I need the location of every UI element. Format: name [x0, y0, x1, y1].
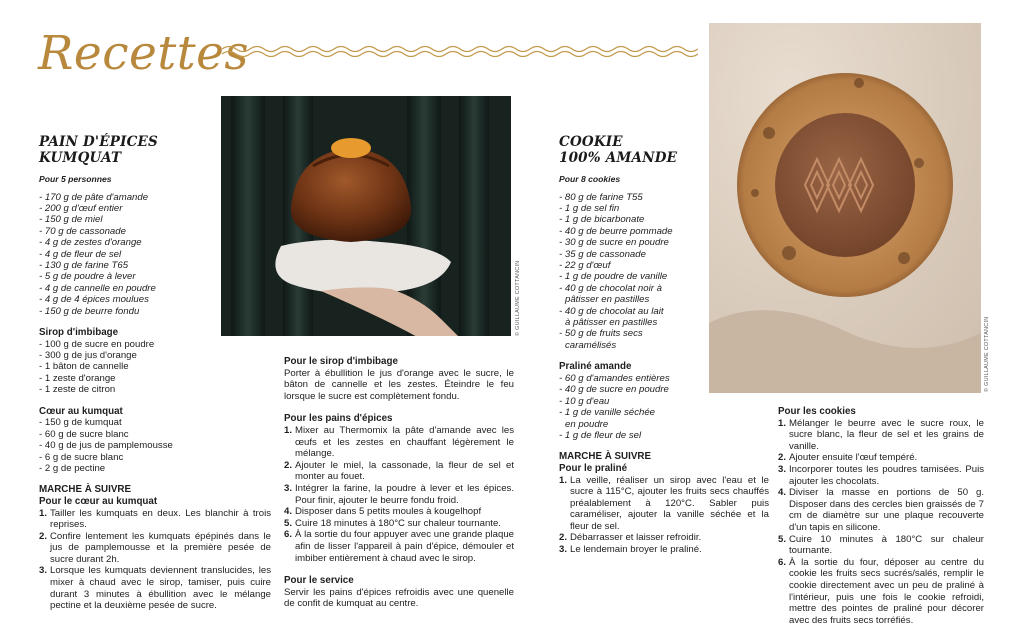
- recipe1-title-line1: PAIN D'ÉPICES: [39, 134, 158, 150]
- step-text: Incorporer toutes les poudres tamisées. Puis ajouter les chocolats.: [789, 463, 984, 487]
- step-item: [778, 534, 984, 557]
- heart-ingredient-list: [39, 417, 271, 474]
- syrup-steps-text: Porter à ébullition le jus d'orange avec le sucre, le bâton de cannelle et les zestes. Éteindre le feu lorsque le sucre est complètement fondu.: [284, 367, 514, 402]
- list-item: - 300 g de jus d'orange: [39, 350, 137, 362]
- step-text: Ajouter ensuite l'œuf tempéré.: [789, 452, 918, 464]
- step-text: Mixer au Thermomix la pâte d'amande avec les œufs et les zestes en chauffant légèrement le mélange.: [295, 424, 514, 460]
- step-text: À la sortie du four, déposer au centre du cookie les fruits secs sucrés/salés, remplir le cookie directement avec un peu de praliné à l'intérieur, puis une fois le cookie refroidi, mettre des pointes de praliné pour décorer avec des fruits secs torréfiés.: [789, 556, 984, 626]
- step-text: Lorsque les kumquats deviennent translucides, les mixer à chaud avec le sirop, tamiser, puis cuire durant 3 minutes à ébullition avec le mélange pectine et la deuxième pesée de sucre.: [50, 565, 271, 612]
- cake-steps: [284, 425, 514, 564]
- step-item: [778, 487, 984, 533]
- list-item: - 150 g de beurre fondu: [39, 305, 140, 317]
- step-text: Confire lentement les kumquats épépinés dans le jus de pamplemousse et la première pesée de sucre durant 2h.: [50, 530, 271, 565]
- cookie-steps-title: Pour les cookies: [778, 406, 856, 417]
- wave-divider: [222, 44, 698, 58]
- step-item: [284, 529, 514, 564]
- list-item: - 35 g de cassonade: [559, 248, 646, 260]
- heart-steps-title: Pour le cœur au kumquat: [39, 495, 158, 507]
- list-item: - 1 bâton de cannelle: [39, 361, 129, 373]
- step-text: Mélanger le beurre avec le sucre roux, le sucre blanc, la fleur de sel et les grains de vanille.: [789, 417, 984, 452]
- list-item: - 1 g de bicarbonate: [559, 214, 645, 226]
- praline-steps: [559, 475, 769, 556]
- step-text: Disposer dans 5 petits moules à kougelhopf: [295, 506, 482, 518]
- step-number: 2.: [559, 532, 568, 544]
- step-item: [559, 544, 769, 556]
- step-number: 1.: [284, 424, 293, 436]
- list-item: - 6 g de sucre blanc: [39, 451, 124, 463]
- list-item: - 40 g de chocolat noir à: [559, 282, 662, 294]
- list-item: - 4 g de 4 épices moulues: [39, 294, 149, 306]
- step-item: [284, 483, 514, 506]
- step-item: [778, 418, 984, 453]
- praline-title: Praliné amande: [559, 361, 632, 373]
- recipe1-title-line2: KUMQUAT: [39, 150, 122, 166]
- step-text: Intégrer la farine, la poudre à lever et les épices. Pour finir, ajouter le beurre fondu froid.: [295, 482, 514, 506]
- recipe2-title-line1: COOKIE: [559, 134, 623, 150]
- photo-credit: © GUILLAUME COTTANCIN: [984, 316, 990, 392]
- step-text: Diviser la masse en portions de 50 g. Disposer dans des cercles bien graissés de 7 cm de diamètre sur une plaque recouverte d'un tapis en silicone.: [789, 487, 984, 533]
- list-item: - 2 g de pectine: [39, 462, 106, 474]
- step-number: 1.: [778, 417, 787, 429]
- step-text: Cuire 10 minutes à 180°C sur chaleur tournante.: [789, 533, 984, 557]
- step-item: [778, 464, 984, 487]
- step-item: [39, 531, 271, 566]
- list-item: - 1 zeste d'orange: [39, 372, 116, 384]
- list-item: - 4 g de cannelle en poudre: [39, 282, 156, 294]
- recipe2-method-heading: MARCHE À SUIVRE: [559, 451, 651, 463]
- step-text: Tailler les kumquats en deux. Les blanchir à trois reprises.: [50, 507, 271, 531]
- step-text: À la sortie du four appuyer avec une grande plaque afin de lisser l'appareil à pain d'épice, démouler et imbiber entièrement à chaud avec le sirop.: [295, 529, 514, 564]
- step-number: 3.: [559, 544, 568, 556]
- list-item: - 200 g d'œuf entier: [39, 203, 123, 214]
- syrup-title: Sirop d'imbibage: [39, 327, 119, 339]
- step-number: 3.: [778, 463, 787, 475]
- list-item: - 80 g de farine T55: [559, 191, 643, 203]
- recipe2-ingredient-list: [559, 192, 769, 352]
- step-number: 5.: [778, 533, 787, 545]
- list-item: - 1 g de sel fin: [559, 203, 620, 214]
- list-item: - 60 g de sucre blanc: [39, 428, 129, 440]
- list-item: - 22 g d'œuf: [559, 260, 611, 272]
- recipe2-title-line2: 100% AMANDE: [559, 150, 678, 166]
- list-item: - 170 g de pâte d'amande: [39, 191, 149, 203]
- heart-steps: [39, 508, 271, 612]
- step-number: 3.: [39, 565, 48, 577]
- list-item: - 40 g de sucre en poudre: [559, 384, 669, 396]
- cookie-steps: [778, 418, 984, 627]
- list-item: - 1 g de poudre de vanille: [559, 271, 668, 283]
- recipe1-method-heading: MARCHE À SUIVRE: [39, 484, 131, 496]
- step-item: [284, 460, 514, 483]
- list-item: - 5 g de poudre à lever: [39, 271, 136, 283]
- list-item: - 150 g de kumquat: [39, 417, 122, 429]
- list-item: - 40 g de chocolat au lait: [559, 305, 664, 317]
- list-item: - 40 g de beurre pommade: [559, 225, 673, 237]
- list-item: à pâtisser en pastilles: [565, 317, 658, 329]
- step-item: [778, 452, 984, 464]
- recipe1-ingredient-list: [39, 192, 271, 317]
- step-item: [284, 425, 514, 460]
- recipe1-serves: Pour 5 personnes: [39, 174, 112, 184]
- list-item: - 30 g de sucre en poudre: [559, 237, 669, 249]
- step-text: La veille, réaliser un sirop avec l'eau et le sucre à 115°C, ajouter les fruits secs chauffés préalablement à 120°C. Sabler puis caraméliser, ajouter la vanille séchée et la fleur de sel.: [570, 474, 769, 532]
- list-item: - 130 g de farine T65: [39, 260, 129, 272]
- list-item: - 100 g de sucre en poudre: [39, 338, 155, 350]
- step-number: 1.: [559, 474, 568, 486]
- photo-credit: © GUILLAUME COTTANCIN: [515, 260, 521, 336]
- list-item: - 70 g de cassonade: [39, 225, 126, 237]
- list-item: - 4 g de fleur de sel: [39, 248, 122, 260]
- step-text: Ajouter le miel, la cassonade, la fleur de sel et monter au fouet.: [295, 459, 514, 483]
- list-item: - 1 g de fleur de sel: [559, 429, 642, 441]
- step-item: [778, 557, 984, 627]
- step-item: [284, 518, 514, 530]
- step-text: Le lendemain broyer le praliné.: [570, 544, 702, 556]
- service-text: Servir les pains d'épices refroidis avec une quenelle de confit de kumquat au centre.: [284, 586, 514, 610]
- step-item: [39, 508, 271, 531]
- recipe1-ingredients-column: [39, 134, 271, 612]
- step-number: 2.: [39, 530, 48, 542]
- step-number: 2.: [284, 459, 293, 471]
- section-title: Recettes: [38, 26, 250, 81]
- service-title: Pour le service: [284, 575, 354, 587]
- step-number: 2.: [778, 452, 787, 464]
- step-item: [559, 532, 769, 544]
- list-item: - 150 g de miel: [39, 214, 103, 226]
- step-number: 4.: [284, 506, 293, 518]
- list-item: en poudre: [565, 418, 609, 430]
- syrup-ingredient-list: [39, 339, 271, 396]
- syrup-steps-title: Pour le sirop d'imbibage: [284, 356, 398, 367]
- list-item: - 10 g d'eau: [559, 395, 610, 407]
- list-item: - 60 g d'amandes entières: [559, 372, 670, 384]
- cake-steps-title: Pour les pains d'épices: [284, 413, 393, 425]
- step-number: 1.: [39, 507, 48, 519]
- step-number: 3.: [284, 482, 293, 494]
- recipe1-method-column: [284, 356, 514, 610]
- list-item: - 50 g de fruits secs: [559, 328, 643, 340]
- step-item: [559, 475, 769, 533]
- step-text: Cuire 18 minutes à 180°C sur chaleur tournante.: [295, 517, 501, 529]
- heart-title: Cœur au kumquat: [39, 405, 123, 417]
- step-number: 6.: [284, 529, 293, 541]
- list-item: caramélisés: [565, 339, 617, 351]
- list-item: - 4 g de zestes d'orange: [39, 237, 142, 249]
- step-text: Débarrasser et laisser refroidir.: [570, 532, 702, 544]
- praline-steps-title: Pour le praliné: [559, 462, 628, 474]
- step-item: [284, 506, 514, 518]
- recipe2-serves: Pour 8 cookies: [559, 174, 621, 184]
- step-number: 4.: [778, 487, 787, 499]
- step-item: [39, 565, 271, 611]
- step-number: 6.: [778, 556, 787, 568]
- recipe2-ingredients-column: [559, 134, 769, 556]
- list-item: - 40 g de jus de pamplemousse: [39, 440, 173, 452]
- list-item: - 1 g de vanille séchée: [559, 407, 655, 419]
- step-number: 5.: [284, 517, 293, 529]
- praline-ingredient-list: [559, 373, 769, 441]
- list-item: pâtisser en pastilles: [565, 294, 650, 306]
- list-item: - 1 zeste de citron: [39, 384, 116, 396]
- recipe2-method-column: [778, 406, 984, 626]
